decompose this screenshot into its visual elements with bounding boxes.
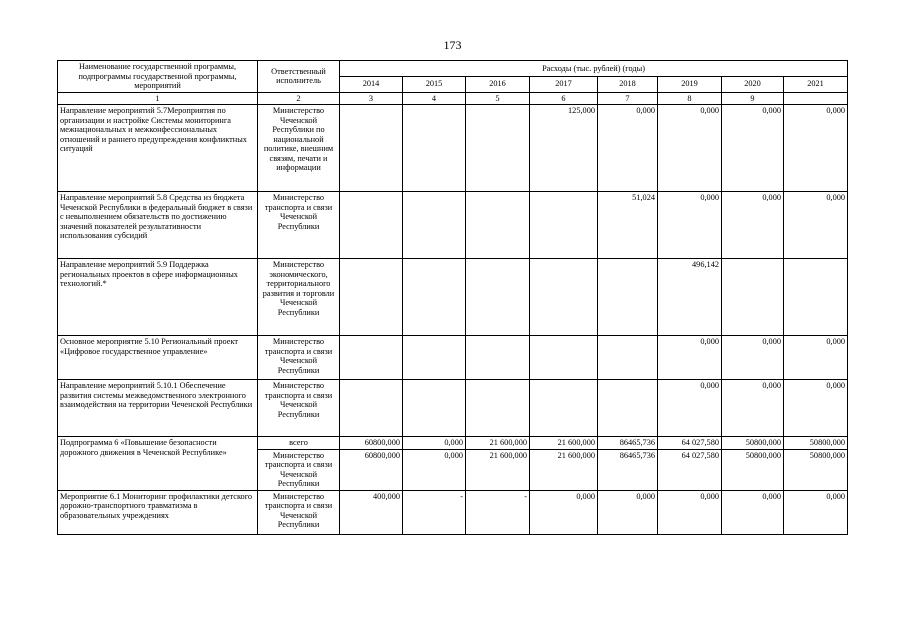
row-responsible: Министерство транспорта и связи Чеченской Республики (258, 336, 340, 380)
value-cell: 0,000 (784, 105, 848, 192)
value-cell: 50800,000 (722, 449, 784, 490)
value-cell: 21 600,000 (466, 449, 530, 490)
column-number (784, 92, 848, 105)
year-header: 2018 (598, 76, 658, 92)
value-cell: 0,000 (658, 490, 722, 534)
value-cell (340, 380, 403, 437)
value-cell (530, 380, 598, 437)
subprogram-total-row (58, 437, 848, 450)
value-cell: 50800,000 (784, 449, 848, 490)
column-number: 3 (340, 92, 403, 105)
year-header: 2015 (403, 76, 466, 92)
value-cell (530, 259, 598, 336)
year-header: 2021 (784, 76, 848, 92)
row-name: Мероприятие 6.1 Мониторинг профилактики детского дорожно-транспортного травматизма в образовательных учреждениях (58, 490, 258, 534)
value-cell (598, 259, 658, 336)
value-cell (466, 192, 530, 259)
name-column-header: Наименование государственной программы, подпрограммы государственной программы, мероприятий (58, 61, 258, 93)
year-header: 2020 (722, 76, 784, 92)
table-row (58, 192, 848, 259)
row-name: Направление мероприятий 5.7Мероприятия по организации и настройке Системы мониторинга межнациональных и межконфессиональных отношений и раннего предупреждения конфликтных ситуаций (58, 105, 258, 192)
value-cell (403, 380, 466, 437)
value-cell: 50800,000 (784, 437, 848, 450)
year-header: 2019 (658, 76, 722, 92)
column-number: 1 (58, 92, 258, 105)
column-number: 8 (658, 92, 722, 105)
value-cell: 400,000 (340, 490, 403, 534)
value-cell (340, 336, 403, 380)
value-cell (598, 336, 658, 380)
column-number: 6 (530, 92, 598, 105)
value-cell: 0,000 (403, 437, 466, 450)
value-cell: 0,000 (658, 336, 722, 380)
value-cell: 60800,000 (340, 449, 403, 490)
header-row-1 (58, 61, 848, 77)
row-responsible: Министерство транспорта и связи Чеченской Республики (258, 192, 340, 259)
value-cell: 50800,000 (722, 437, 784, 450)
value-cell: 0,000 (658, 380, 722, 437)
value-cell (722, 259, 784, 336)
column-number: 4 (403, 92, 466, 105)
column-numbers-row (58, 92, 848, 105)
column-number: 7 (598, 92, 658, 105)
value-cell: 0,000 (530, 490, 598, 534)
value-cell: 125,000 (530, 105, 598, 192)
row-responsible: всего (258, 437, 340, 450)
value-cell: 21 600,000 (530, 437, 598, 450)
value-cell: 0,000 (598, 105, 658, 192)
value-cell: 86465,736 (598, 449, 658, 490)
value-cell (530, 336, 598, 380)
value-cell: - (466, 490, 530, 534)
row-name: Направление мероприятий 5.10.1 Обеспечение развития системы межведомственного электронного взаимодействия на территории Чеченской Республики (58, 380, 258, 437)
value-cell (403, 259, 466, 336)
year-header: 2017 (530, 76, 598, 92)
subprogram-name: Подпрограмма 6 «Повышение безопасности дорожного движения в Чеченской Республике» (58, 437, 258, 491)
year-header: 2016 (466, 76, 530, 92)
value-cell: 0,000 (784, 490, 848, 534)
value-cell: 0,000 (658, 105, 722, 192)
value-cell: 60800,000 (340, 437, 403, 450)
value-cell: 0,000 (722, 380, 784, 437)
value-cell: 0,000 (658, 192, 722, 259)
row-name: Направление мероприятий 5.8 Средства из бюджета Чеченской Республики в федеральный бюджет в связи с невыполнением обязательств по достижению значений показателей результативности использования субсидий (58, 192, 258, 259)
value-cell: 64 027,580 (658, 437, 722, 450)
row-responsible: Министерство транспорта и связи Чеченской Республики (258, 449, 340, 490)
value-cell: 64 027,580 (658, 449, 722, 490)
table-row (58, 105, 848, 192)
value-cell (466, 259, 530, 336)
value-cell (466, 105, 530, 192)
value-cell (598, 380, 658, 437)
table-row (58, 336, 848, 380)
column-number: 2 (258, 92, 340, 105)
value-cell: 21 600,000 (466, 437, 530, 450)
value-cell: 496,142 (658, 259, 722, 336)
expenses-header: Расходы (тыс. рублей) (годы) (340, 61, 848, 77)
value-cell: 0,000 (784, 336, 848, 380)
page-number: 173 (443, 38, 462, 52)
responsible-column-header: Ответственный исполнитель (258, 61, 340, 93)
value-cell (403, 336, 466, 380)
value-cell: 0,000 (784, 192, 848, 259)
row-responsible: Министерство транспорта и связи Чеченской Республики (258, 380, 340, 437)
value-cell: 0,000 (722, 105, 784, 192)
value-cell: 86465,736 (598, 437, 658, 450)
budget-table (57, 60, 848, 535)
value-cell (466, 336, 530, 380)
year-header: 2014 (340, 76, 403, 92)
row-name: Направление мероприятий 5.9 Поддержка региональных проектов в сфере информационных технологий.* (58, 259, 258, 336)
table-row (58, 259, 848, 336)
value-cell (403, 105, 466, 192)
row-responsible: Министерство Чеченской Республики по национальной политике, внешним связям, печати и информации (258, 105, 340, 192)
row-responsible: Министерство экономического, территориального развития и торговли Чеченской Республики (258, 259, 340, 336)
value-cell (403, 192, 466, 259)
row-name: Основное мероприятие 5.10 Региональный проект «Цифровое государственное управление» (58, 336, 258, 380)
value-cell: 0,000 (784, 380, 848, 437)
value-cell: 0,000 (722, 192, 784, 259)
table-row (58, 490, 848, 534)
value-cell (530, 192, 598, 259)
value-cell: 0,000 (722, 490, 784, 534)
value-cell (340, 105, 403, 192)
value-cell: 0,000 (722, 336, 784, 380)
value-cell (784, 259, 848, 336)
table-row (58, 380, 848, 437)
row-responsible: Министерство транспорта и связи Чеченской Республики (258, 490, 340, 534)
value-cell (340, 259, 403, 336)
value-cell (466, 380, 530, 437)
value-cell: 0,000 (598, 490, 658, 534)
value-cell: 0,000 (403, 449, 466, 490)
column-number: 9 (722, 92, 784, 105)
column-number: 5 (466, 92, 530, 105)
value-cell: 21 600,000 (530, 449, 598, 490)
value-cell: - (403, 490, 466, 534)
value-cell: 51,024 (598, 192, 658, 259)
value-cell (340, 192, 403, 259)
